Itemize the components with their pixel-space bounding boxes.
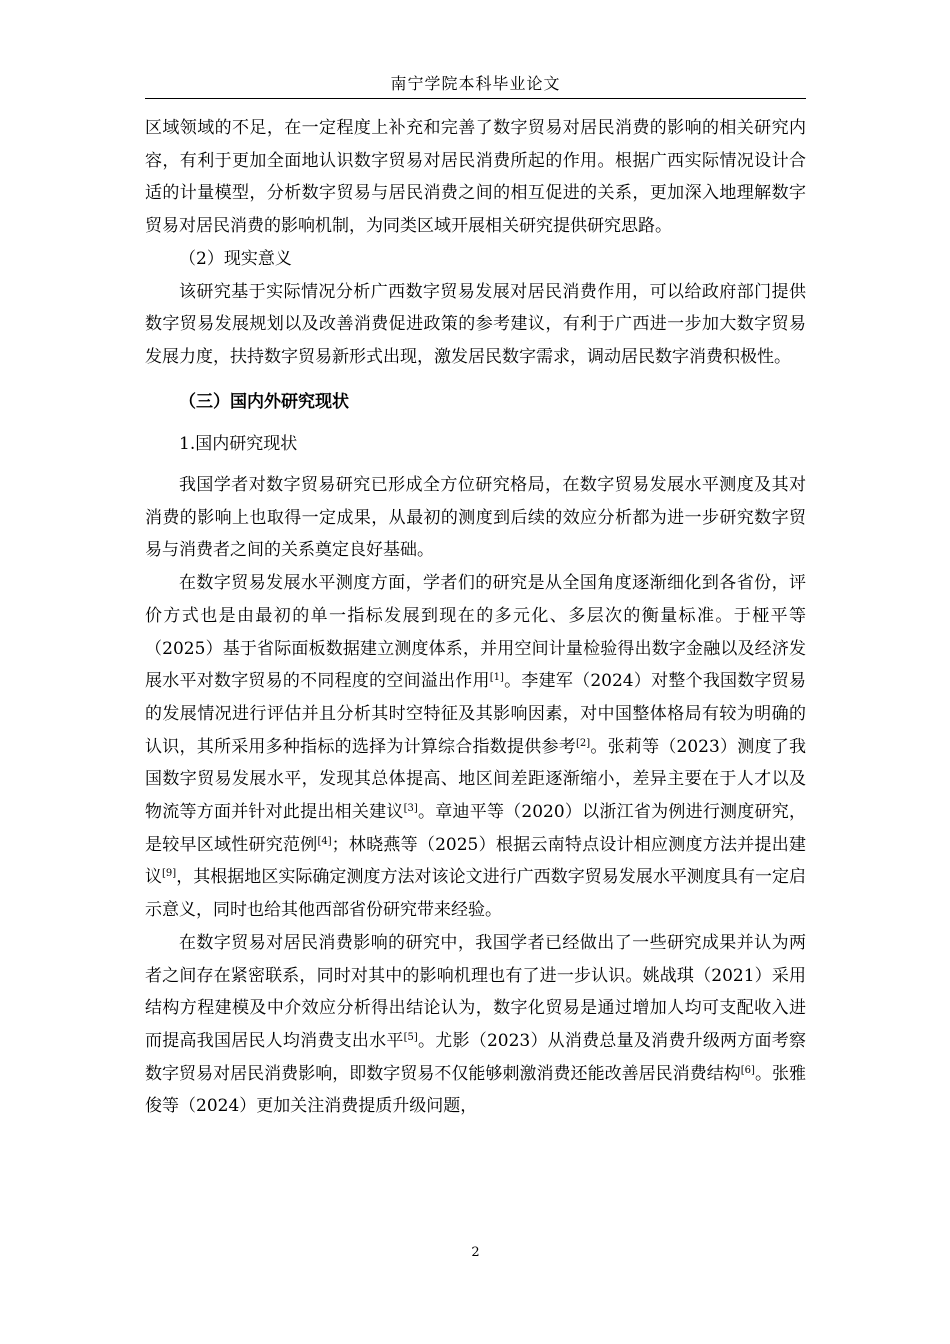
paragraph-text: 。张雅俊等（2024）更加关注消费提质升级问题， [145,1063,807,1117]
section-title-research-status: （三）国内外研究现状 [179,391,349,412]
body-text [145,112,806,1123]
paragraph-text: 在数字贸易发展水平测度方面，学者们的研究是从全国角度逐渐细化到各省份，评价方式也是由最初的单一指标发展到现在的多元化、多层次的衡量标准。于桠平等（2025）基于省际面板数据建立测度体系，并用空间计量检验得出数字金融以及经济发展水平对数字贸易的不同程度的空间溢出作用 [145,573,806,692]
paragraph-text: 在数字贸易对居民消费影响的研究中，我国学者已经做出了一些研究成果并认为两者之间存在紧密联系，同时对其中的影响机理也有了进一步认识。姚战琪（2021）采用结构方程建模及中介效应分析得出结论认为，数字化贸易是通过增加人均可支配收入进而提高我国居民人均消费支出水平 [145,932,806,1051]
citation-2: [2] [575,737,591,749]
paragraph-domestic-overview: 我国学者对数字贸易研究已形成全方位研究格局，在数字贸易发展水平测度及其对消费的影响上也取得一定成果，从最初的测度到后续的效应分析都为进一步研究数字贸易与消费者之间的关系奠定良好基础。 [145,475,806,561]
page-number: 2 [471,1245,480,1260]
paragraph-text: 。李建军（2024）对整个我国数字贸易的发展情况进行评估并且分析其时空特征及其影响因素，对中国整体格局有较为明确的认识，其所采用多种指标的选择为计算综合指数提供参考 [145,671,807,757]
paragraph-text: 。尤影（2023）从消费总量及消费升级两方面考察数字贸易对居民消费影响，即数字贸易不仅能够刺激消费还能改善居民消费结构 [145,1030,807,1084]
sub-heading-practical-significance: （2）现实意义 [179,248,292,269]
paragraph-text: ；林晓燕等（2025）根据云南特点设计相应测度方法并提出建议 [145,834,807,888]
subsection-title-domestic: 1.国内研究现状 [179,434,298,455]
header-rule [145,98,806,99]
running-header: 南宁学院本科毕业论文 [390,74,561,93]
paragraph-text: ，其根据地区实际确定测度方法对该论文进行广西数字贸易发展水平测度具有一定启示意义，同时也给其他西部省份研究带来经验。 [145,867,807,921]
paragraph-text: 。张莉等（2023）测度了我国数字贸易发展水平，发现其总体提高、地区间差距逐渐缩小，差异主要在于人才以及物流等方面并针对此提出相关建议 [145,736,807,823]
paragraph-text: 。章迪平等（2020）以浙江省为例进行测度研究，是较早区域性研究范例 [145,802,807,855]
citation-9: [9] [162,868,177,880]
paragraph-measurement-studies [145,567,806,927]
citation-3: [3] [403,803,418,815]
citation-5: [5] [403,1031,418,1043]
citation-6: [6] [740,1064,755,1076]
paragraph-consumption-impact [145,927,806,1123]
paragraph-continuation: 区域领域的不足，在一定程度上补充和完善了数字贸易对居民消费的影响的相关研究内容，有利于更加全面地认识数字贸易对居民消费所起的作用。根据广西实际情况设计合适的计量模型，分析数字贸易与居民消费之间的相互促进的关系，更加深入地理解数字贸易对居民消费的影响机制，为同类区域开展相关研究提供研究思路。 [145,118,806,237]
paragraph-practical-significance: 该研究基于实际情况分析广西数字贸易发展对居民消费作用，可以给政府部门提供数字贸易发展规划以及改善消费促进政策的参考建议，有利于广西进一步加大数字贸易发展力度，扶持数字贸易新形式出现，激发居民数字需求，调动居民数字消费积极性。 [145,281,806,367]
citation-1: [1] [489,672,504,684]
citation-4: [4] [317,835,332,847]
